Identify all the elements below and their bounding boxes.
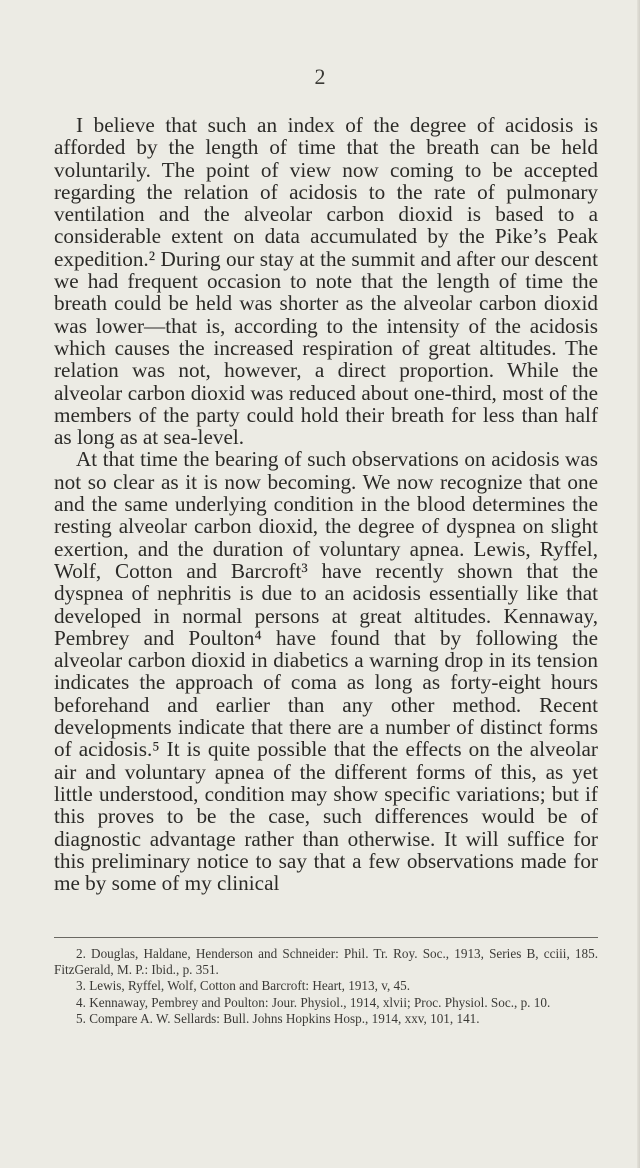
footnote-4: 4. Kennaway, Pembrey and Poulton: Jour. Physiol., 1914, xlvii; Proc. Physiol. Soc., p. 10.: [76, 994, 551, 1010]
footnote-divider: [54, 937, 598, 938]
body-text: [54, 114, 598, 894]
paragraph-1: I believe that such an index of the degree of acidosis is afforded by the length of time that the breath can be held voluntarily. The point of view now coming to be accepted regarding the relation of acidosis to the rate of pulmonary ventilation and the alveolar carbon dioxid is based to a considerable extent on data accumulated by the Pike’s Peak expedition.² During our stay at the summit and after our descent we had frequent occasion to note that the length of time the breath could be held was shorter as the alveolar carbon dioxid was lower—that is, according to the intensity of the acidosis which causes the increased respiration of great altitudes. The relation was not, however, a direct proportion. While the alveolar carbon dioxid was reduced about one-third, most of the members of the party could hold their breath for less than half as long as at sea-level.: [54, 113, 598, 450]
page-number: 2: [314, 64, 326, 89]
footnote-5: 5. Compare A. W. Sellards: Bull. Johns Hopkins Hosp., 1914, xxv, 101, 141.: [76, 1010, 480, 1026]
paragraph-2: At that time the bearing of such observations on acidosis was not so clear as it is now becoming. We now recognize that one and the same underlying condition in the blood determines the resting alveolar carbon dioxid, the degree of dyspnea on slight exertion, and the duration of voluntary apnea. Lewis, Ryffel, Wolf, Cotton and Barcroft³ have recently shown that the dyspnea of nephritis is due to an acidosis essentially like that developed in normal persons at great altitudes. Kennaway, Pembrey and Poulton⁴ have found that by following the alveolar carbon dioxid in diabetics a warning drop in its tension indicates the approach of coma as long as forty-eight hours beforehand and earlier than any other method. Recent developments indicate that there are a number of distinct forms of acidosis.⁵ It is quite possible that the effects on the alveolar air and voluntary apnea of the different forms of this, as yet little understood, condition may show specific variations; but if this proves to be the case, such differences would be of diagnostic advantage rather than otherwise. It will suffice for this preliminary notice to say that a few observations made for me by some of my clinical: [54, 447, 598, 896]
footnote-2: 2. Douglas, Haldane, Henderson and Schneider: Phil. Tr. Roy. Soc., 1913, Series B, cciii, 185. FitzGerald, M. P.: Ibid., p. 351.: [54, 946, 598, 978]
footnote-3: 3. Lewis, Ryffel, Wolf, Cotton and Barcroft: Heart, 1913, v, 45.: [76, 978, 411, 994]
footnotes: [54, 946, 598, 1027]
